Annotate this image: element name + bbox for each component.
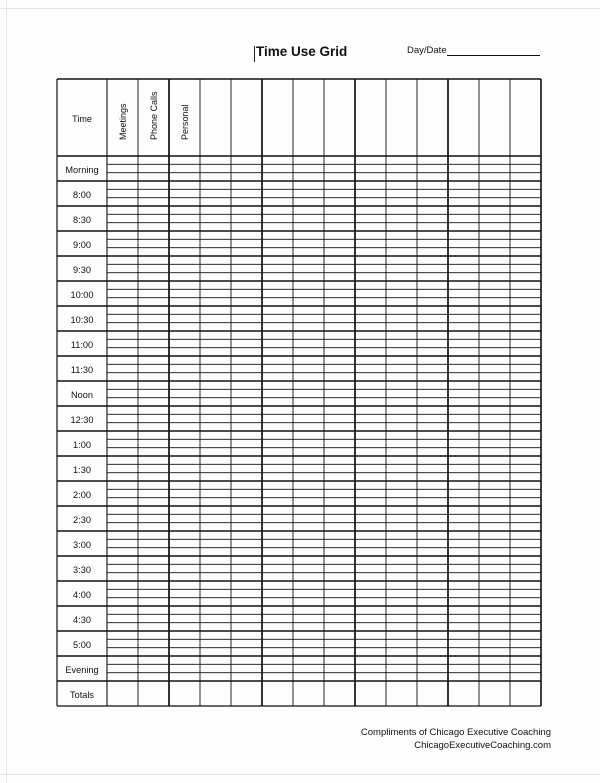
time-slot-label: 10:30: [70, 315, 94, 325]
time-slot-label: 9:30: [73, 265, 91, 275]
time-slot-label: 4:30: [73, 615, 91, 625]
time-slot-label: 1:30: [73, 465, 91, 475]
time-slot-label: 5:00: [73, 640, 91, 650]
time-slot-label: 3:00: [73, 540, 91, 550]
time-slot-label: Morning: [65, 165, 99, 175]
time-slot-label: 2:30: [73, 515, 91, 525]
time-slot-label: 9:00: [73, 240, 91, 250]
time-slot-label: 12:30: [70, 415, 94, 425]
time-slot-label: 11:00: [70, 340, 94, 350]
time-slot-label: 8:00: [73, 190, 91, 200]
time-column-header: Time: [72, 114, 92, 124]
time-slot-label: 4:00: [73, 590, 91, 600]
activity-column-header: Meetings: [118, 103, 128, 140]
footer-website: ChicagoExecutiveCoaching.com: [414, 740, 551, 751]
footer-credit: Compliments of Chicago Executive Coaching: [360, 727, 551, 738]
time-slot-label: Totals: [70, 690, 94, 700]
time-slot-label: 10:00: [70, 290, 94, 300]
time-slot-label: 1:00: [73, 440, 91, 450]
time-slot-label: 3:30: [73, 565, 91, 575]
time-slot-label: Evening: [65, 665, 99, 675]
time-slot-label: 8:30: [73, 215, 91, 225]
day-date-label: Day/Date: [407, 45, 447, 56]
time-slot-label: Noon: [71, 390, 93, 400]
time-slot-label: 2:00: [73, 490, 91, 500]
time-slot-label: 11:30: [70, 365, 94, 375]
activity-column-header: Personal: [180, 104, 190, 140]
page-title: Time Use Grid: [256, 44, 348, 59]
activity-column-header: Phone Calls: [149, 91, 159, 140]
